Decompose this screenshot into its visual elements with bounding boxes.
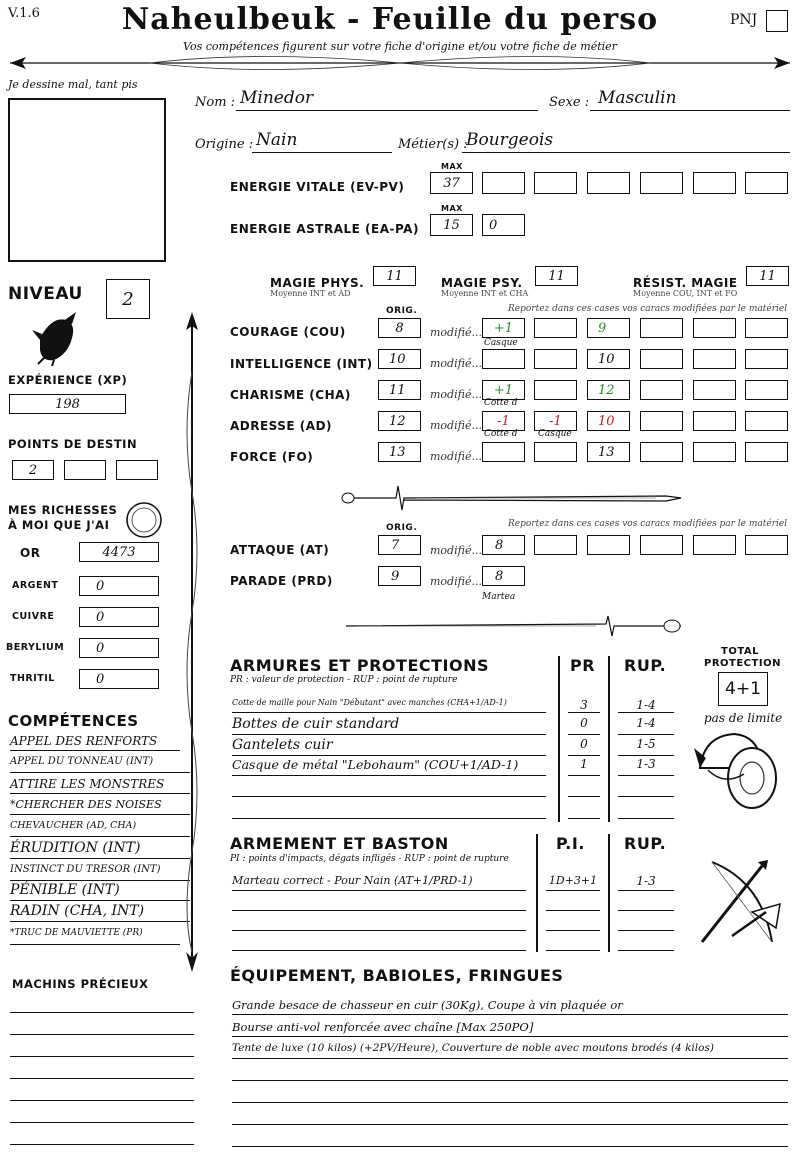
arme-blank-pi[interactable]: [546, 934, 600, 951]
nom-label: Nom :: [195, 95, 236, 110]
armures-col-sep-1: [558, 656, 560, 822]
combat-orig-prd[interactable]: [378, 566, 421, 586]
portrait-box[interactable]: [8, 98, 166, 262]
arme-blank-name[interactable]: [232, 894, 526, 911]
stat-box6-cha[interactable]: [745, 380, 788, 400]
combat-orig-at[interactable]: [378, 535, 421, 555]
pnj-checkbox[interactable]: [766, 10, 788, 32]
stat-label-fo: FORCE (FO): [230, 450, 314, 464]
equipement-line[interactable]: Grande besace de chasseur en cuir (30Kg), Coupe à vin plaquée or: [232, 998, 788, 1015]
ev-box-3[interactable]: [587, 172, 630, 194]
spear-vertical: [180, 312, 204, 972]
stat-total-ad[interactable]: [587, 411, 630, 431]
stat-total-cha-value: 12: [598, 382, 615, 398]
stat-orig-ad[interactable]: [378, 411, 421, 431]
stat-total-int-value: 10: [598, 351, 615, 367]
niveau-box[interactable]: [106, 279, 150, 319]
stat-box6-int[interactable]: [745, 349, 788, 369]
xp-value: 198: [55, 396, 80, 412]
competence-item[interactable]: CHEVAUCHER (AD, CHA): [10, 820, 190, 837]
combat-mod1-prd-value: 8: [495, 568, 504, 584]
combat-orig-label: ORIG.: [386, 523, 418, 533]
stat-total-cha[interactable]: [587, 380, 630, 400]
stats-report-note: Reportez dans ces cases vos caracs modifiées par le matériel: [508, 304, 788, 314]
money-value-cuivre: 0: [96, 609, 105, 625]
resist-magie-value: 11: [759, 268, 776, 284]
origine-field[interactable]: [252, 130, 392, 153]
stat-total-fo[interactable]: [587, 442, 630, 462]
stat-orig-cou-value: 8: [395, 320, 404, 336]
stat-orig-cha[interactable]: [378, 380, 421, 400]
money-value-or: 4473: [102, 544, 136, 560]
machins-line[interactable]: [10, 1128, 194, 1145]
magie-psy-label: MAGIE PSY.: [441, 276, 523, 290]
arme-pi: 1D+3+1: [546, 874, 600, 891]
stat-mod1-int[interactable]: [482, 349, 525, 369]
competence-item[interactable]: RADIN (CHA, INT): [10, 903, 190, 922]
stat-mod1-ad[interactable]: [482, 411, 525, 431]
magie-phys-box[interactable]: [373, 266, 416, 286]
stat-label-ad: ADRESSE (AD): [230, 419, 333, 433]
armure-name: Gantelets cuir: [232, 737, 546, 756]
sexe-label: Sexe :: [549, 95, 590, 110]
niveau-label: NIVEAU: [8, 284, 83, 304]
combat-mod1-at[interactable]: [482, 535, 525, 555]
arme-rup: 1-3: [618, 874, 674, 891]
money-box-argent[interactable]: [79, 576, 159, 596]
money-box-berylium[interactable]: [79, 638, 159, 658]
stat-orig-cha-value: 11: [389, 382, 406, 398]
machins-title: MACHINS PRÉCIEUX: [12, 977, 149, 991]
metier-field[interactable]: [462, 130, 790, 153]
combat-modifie-at: modifié...: [430, 544, 482, 557]
ev-max-value: 37: [443, 175, 460, 191]
stat-mod2-ad[interactable]: [534, 411, 577, 431]
stat-mod1-cha-value: +1: [493, 382, 514, 398]
page-subtitle: Vos compétences figurent sur votre fiche d'origine et/ou votre fiche de métier: [183, 40, 617, 53]
combat-report-note: Reportez dans ces cases vos caracs modifiées par le matériel: [508, 519, 788, 529]
magie-phys-value: 11: [386, 268, 403, 284]
combat-box2-at[interactable]: [534, 535, 577, 555]
resist-magie-box[interactable]: [746, 266, 789, 286]
money-label-cuivre: CUIVRE: [12, 611, 55, 622]
armure-rup: 1-3: [618, 757, 674, 776]
sword-divider-2: [336, 608, 686, 644]
sword-divider-1: [336, 478, 686, 514]
armure-rup: 1-5: [618, 737, 674, 756]
stat-box5-fo[interactable]: [693, 442, 736, 462]
xp-box[interactable]: [9, 394, 126, 414]
stat-box6-fo[interactable]: [745, 442, 788, 462]
money-box-thritil[interactable]: [79, 669, 159, 689]
equipement-line[interactable]: [232, 1108, 788, 1125]
armement-title: ARMEMENT ET BASTON: [230, 834, 449, 853]
armement-pi-header: P.I.: [556, 834, 585, 853]
ev-box-5[interactable]: [693, 172, 736, 194]
version-label: V.1.6: [8, 6, 40, 21]
metier-value: Bourgeois: [466, 130, 554, 150]
stat-label-cha: CHARISME (CHA): [230, 388, 351, 402]
weapons-icon: [692, 852, 788, 952]
magie-psy-value: 11: [548, 268, 565, 284]
xp-label: EXPÉRIENCE (XP): [8, 373, 128, 387]
armure-rup: [618, 778, 674, 797]
page-title: Naheulbeuk - Feuille du perso: [121, 2, 659, 37]
combat-modifie-prd: modifié...: [430, 575, 482, 588]
combat-mod1-at-value: 8: [495, 537, 504, 553]
stat-box6-ad[interactable]: [745, 411, 788, 431]
portrait-caption: Je dessine mal, tant pis: [8, 78, 138, 91]
ea-current-box[interactable]: [482, 214, 525, 236]
stat-box6-cou[interactable]: [745, 318, 788, 338]
competence-item[interactable]: *TRUC DE MAUVIETTE (PR): [10, 928, 180, 945]
armure-blank-rup[interactable]: [618, 800, 674, 819]
stat-total-fo-value: 13: [598, 444, 615, 460]
destin-box-3[interactable]: [116, 460, 158, 480]
armement-note: PI : points d'impacts, dégats infligés - RUP : point de rupture: [230, 854, 509, 864]
total-protection-value: 4+1: [725, 679, 761, 699]
stat-label-cou: COURAGE (COU): [230, 325, 346, 339]
ea-max-box[interactable]: [430, 214, 473, 236]
stat-box5-cou[interactable]: [693, 318, 736, 338]
pas-de-limite: pas de limite: [704, 711, 783, 725]
stat-modifie-int: modifié...: [430, 357, 482, 370]
richesses-label-2: À MOI QUE J'AI: [8, 518, 110, 532]
money-box-cuivre[interactable]: [79, 607, 159, 627]
ea-label: ENERGIE ASTRALE (EA-PA): [230, 222, 419, 236]
ev-max-label: MAX: [441, 162, 463, 171]
magie-phys-note: Moyenne INT et AD: [270, 289, 351, 298]
armure-blank-line[interactable]: [232, 800, 546, 819]
combat-orig-prd-value: 9: [391, 568, 400, 584]
money-label-berylium: BERYLIUM: [6, 642, 65, 653]
destin-box-1[interactable]: [12, 460, 54, 480]
arme-blank-rup[interactable]: [618, 934, 674, 951]
niveau-value: 2: [122, 288, 134, 310]
stat-label-int: INTELLIGENCE (INT): [230, 357, 373, 371]
stat-box4-cou[interactable]: [640, 318, 683, 338]
origine-label: Origine :: [195, 137, 254, 152]
competence-item[interactable]: ATTIRE LES MONSTRES: [10, 777, 190, 794]
stat-mod1-fo[interactable]: [482, 442, 525, 462]
stat-mod1-cou[interactable]: [482, 318, 525, 338]
machins-line[interactable]: [10, 1062, 194, 1079]
arme-name: Marteau correct - Pour Nain (AT+1/PRD-1): [232, 874, 526, 891]
stats-orig-label: ORIG.: [386, 306, 418, 316]
equipement-title: ÉQUIPEMENT, BABIOLES, FRINGUES: [230, 966, 564, 985]
stat-orig-int[interactable]: [378, 349, 421, 369]
stat-mod2-ad-value: -1: [549, 413, 562, 429]
sexe-field[interactable]: [590, 88, 790, 111]
arme-blank-name[interactable]: [232, 914, 526, 931]
armures-pr-header: PR: [570, 656, 596, 675]
stat-mod1-note-cha: Cotte d: [484, 398, 518, 408]
stat-orig-int-value: 10: [389, 351, 406, 367]
stat-box4-int[interactable]: [640, 349, 683, 369]
total-protection-label-2: PROTECTION: [704, 658, 781, 669]
destin-label: POINTS DE DESTIN: [8, 437, 138, 451]
money-label-or: OR: [20, 546, 41, 560]
stat-box4-fo[interactable]: [640, 442, 683, 462]
armures-title: ARMURES ET PROTECTIONS: [230, 656, 489, 675]
ev-box-2[interactable]: [534, 172, 577, 194]
machins-line[interactable]: [10, 1106, 194, 1123]
stat-mod2-int[interactable]: [534, 349, 577, 369]
ev-box-4[interactable]: [640, 172, 683, 194]
stat-mod2-cou[interactable]: [534, 318, 577, 338]
armure-pr: 0: [568, 716, 600, 735]
sexe-value: Masculin: [598, 88, 677, 108]
equipement-line[interactable]: Tente de luxe (10 kilos) (+2PV/Heure), Couverture de noble avec moutons brodés (4 kilos): [232, 1042, 788, 1059]
armement-rup-header: RUP.: [624, 834, 667, 853]
dragon-icon: [32, 308, 82, 366]
stat-orig-fo[interactable]: [378, 442, 421, 462]
combat-mod1-note-prd: Martea: [482, 592, 516, 602]
armure-pr: 3: [568, 698, 600, 713]
stat-mod2-cha[interactable]: [534, 380, 577, 400]
pnj-label: PNJ: [730, 12, 758, 28]
armure-name: [232, 778, 546, 797]
stat-orig-fo-value: 13: [389, 444, 406, 460]
resist-magie-label: RÉSIST. MAGIE: [633, 276, 738, 290]
armement-col-sep-2: [608, 834, 610, 952]
armure-pr: [568, 778, 600, 797]
machins-line[interactable]: [10, 1018, 194, 1035]
combat-box5-at[interactable]: [693, 535, 736, 555]
stat-total-cou-value: 9: [598, 320, 607, 336]
stat-mod1-ad-value: -1: [497, 413, 510, 429]
competence-item[interactable]: ÉRUDITION (INT): [10, 840, 190, 859]
equipement-line[interactable]: Bourse anti-vol renforcée avec chaîne [Max 250PO]: [232, 1020, 788, 1037]
combat-label-prd: PARADE (PRD): [230, 574, 333, 588]
stat-modifie-cou: modifié...: [430, 326, 482, 339]
money-label-thritil: THRITIL: [10, 673, 55, 684]
combat-box6-at[interactable]: [745, 535, 788, 555]
stat-box4-cha[interactable]: [640, 380, 683, 400]
total-protection-box[interactable]: [718, 672, 768, 706]
ea-max-value: 15: [443, 217, 460, 233]
nom-field[interactable]: [236, 88, 538, 111]
competence-item[interactable]: APPEL DES RENFORTS: [10, 734, 180, 751]
machins-line[interactable]: [10, 996, 194, 1013]
stat-total-int[interactable]: [587, 349, 630, 369]
ev-max-box[interactable]: [430, 172, 473, 194]
resist-magie-note: Moyenne COU, INT et FO: [633, 289, 738, 298]
ev-box-1[interactable]: [482, 172, 525, 194]
ea-max-label: MAX: [441, 204, 463, 213]
ea-current-value: 0: [489, 217, 498, 233]
combat-orig-at-value: 7: [391, 537, 400, 553]
money-value-berylium: 0: [96, 640, 105, 656]
coin-icon: [124, 500, 164, 540]
magie-psy-note: Moyenne INT et CHA: [441, 289, 529, 298]
arme-blank-name[interactable]: [232, 934, 526, 951]
combat-box4-at[interactable]: [640, 535, 683, 555]
ev-label: ENERGIE VITALE (EV-PV): [230, 180, 405, 194]
stat-box4-ad[interactable]: [640, 411, 683, 431]
arme-blank-rup[interactable]: [618, 914, 674, 931]
armure-rup: 1-4: [618, 698, 674, 713]
combat-label-at: ATTAQUE (AT): [230, 543, 330, 557]
arme-blank-rup[interactable]: [618, 894, 674, 911]
destin-box-2[interactable]: [64, 460, 106, 480]
stat-total-ad-value: 10: [598, 413, 615, 429]
armure-name: Bottes de cuir standard: [232, 716, 546, 735]
stat-mod2-note-ad: Casque: [538, 429, 572, 439]
money-value-argent: 0: [96, 578, 105, 594]
stat-mod1-cha[interactable]: [482, 380, 525, 400]
stat-modifie-cha: modifié...: [430, 388, 482, 401]
stat-modifie-fo: modifié...: [430, 450, 482, 463]
armures-note: PR : valeur de protection - RUP : point de rupture: [230, 675, 458, 685]
origine-value: Nain: [256, 130, 298, 150]
armures-col-sep-2: [608, 656, 610, 822]
combat-box3-at[interactable]: [587, 535, 630, 555]
stat-orig-ad-value: 12: [389, 413, 406, 429]
richesses-label-1: MES RICHESSES: [8, 503, 118, 517]
machins-line[interactable]: [10, 1084, 194, 1101]
arme-blank-pi[interactable]: [546, 914, 600, 931]
competences-title: COMPÉTENCES: [8, 712, 139, 730]
competence-item[interactable]: PÉNIBLE (INT): [10, 882, 190, 901]
stat-mod1-note-ad: Cotte d: [484, 429, 518, 439]
armure-blank-pr[interactable]: [568, 800, 600, 819]
equipement-line[interactable]: [232, 1130, 788, 1147]
metier-label: Métier(s) :: [398, 137, 468, 152]
nom-value: Minedor: [240, 88, 314, 108]
armure-pr: 0: [568, 737, 600, 756]
stat-total-cou[interactable]: [587, 318, 630, 338]
stat-modifie-ad: modifié...: [430, 419, 482, 432]
destin-value: 2: [28, 462, 38, 478]
money-box-or[interactable]: [79, 542, 159, 562]
competence-item[interactable]: INSTINCT DU TRESOR (INT): [10, 864, 190, 881]
equipement-line[interactable]: [232, 1064, 788, 1081]
armement-col-sep-1: [536, 834, 538, 952]
stat-orig-cou[interactable]: [378, 318, 421, 338]
combat-mod1-prd[interactable]: [482, 566, 525, 586]
ev-box-6[interactable]: [745, 172, 788, 194]
total-protection-label-1: TOTAL: [721, 646, 759, 657]
armure-name: Casque de métal "Lebohaum" (COU+1/AD-1): [232, 757, 546, 776]
competence-item[interactable]: *CHERCHER DES NOISES: [10, 798, 190, 815]
stat-box5-ad[interactable]: [693, 411, 736, 431]
money-label-argent: ARGENT: [12, 580, 59, 591]
stat-box5-int[interactable]: [693, 349, 736, 369]
spear-divider-top: [0, 52, 800, 74]
magie-phys-label: MAGIE PHYS.: [270, 276, 365, 290]
stat-mod2-fo[interactable]: [534, 442, 577, 462]
armure-pr: 1: [568, 757, 600, 776]
stat-mod1-note-cou: Casque: [484, 338, 518, 348]
armures-rup-header: RUP.: [624, 656, 667, 675]
money-value-thritil: 0: [96, 671, 105, 687]
arme-blank-pi[interactable]: [546, 894, 600, 911]
helmet-shield-icon: [694, 726, 784, 812]
armure-rup: 1-4: [618, 716, 674, 735]
stat-box5-cha[interactable]: [693, 380, 736, 400]
magie-psy-box[interactable]: [535, 266, 578, 286]
armure-name: Cotte de maille pour Nain "Débutant" avec manches (CHA+1/AD-1): [232, 698, 546, 713]
equipement-line[interactable]: [232, 1086, 788, 1103]
machins-line[interactable]: [10, 1040, 194, 1057]
stat-mod1-cou-value: +1: [493, 320, 514, 336]
competence-item[interactable]: APPEL DU TONNEAU (INT): [10, 756, 190, 773]
